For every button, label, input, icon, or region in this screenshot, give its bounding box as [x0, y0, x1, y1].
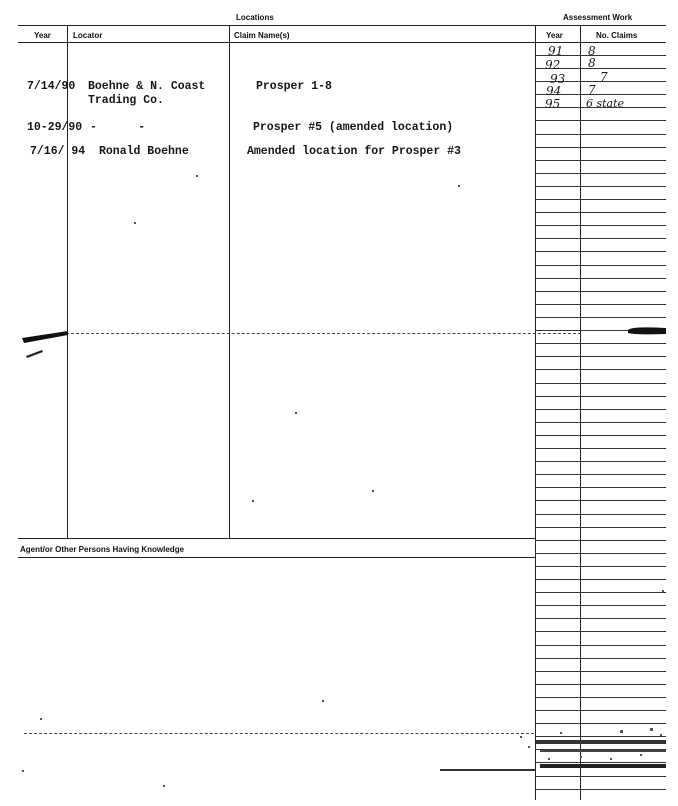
mid-dashed-rule — [66, 333, 581, 334]
assessment-row-line — [535, 369, 666, 370]
location-2-claim: Prosper #5 (amended location) — [253, 121, 454, 134]
assessment-row-line — [535, 422, 666, 423]
assessment-1-claims: 8 — [588, 44, 596, 58]
assessment-row-line — [535, 225, 666, 226]
assessment-row-line — [535, 527, 666, 528]
assessment-row-line — [535, 278, 666, 279]
assessment-row-line — [535, 618, 666, 619]
assessment-row-line — [535, 265, 666, 266]
assessment-row-line — [535, 592, 666, 593]
assessment-row-line — [535, 631, 666, 632]
assessment-row-line — [535, 147, 666, 148]
assessment-row-line — [535, 579, 666, 580]
location-3-locator: Ronald Boehne — [99, 145, 189, 158]
scan-mark-right — [626, 325, 668, 337]
claim-names-column-header: Claim Name(s) — [234, 31, 290, 40]
year-column-header: Year — [34, 31, 51, 40]
location-2-year: 10-29/90 — [27, 121, 83, 134]
assessment-row-line — [535, 710, 666, 711]
speck — [295, 412, 297, 414]
assessment-row-line — [535, 540, 666, 541]
locations-heading: Locations — [236, 13, 274, 22]
locations-bottom-rule — [18, 538, 536, 539]
assessment-2-claims: 8 — [588, 56, 596, 70]
scan-mark-left — [20, 326, 72, 362]
assessment-row-line — [535, 291, 666, 292]
assessment-5-claims: 6 state — [586, 97, 625, 110]
assessment-row-line — [535, 474, 666, 475]
assessment-row-line — [535, 684, 666, 685]
year-locator-divider — [67, 25, 68, 538]
assessment-row-line — [535, 658, 666, 659]
assessment-row-line — [535, 514, 666, 515]
assessment-4-year: 94 — [546, 84, 562, 98]
assessment-row-line — [535, 435, 666, 436]
location-3-year: 7/16/ 94 — [30, 145, 86, 158]
no-claims-column-header: No. Claims — [596, 31, 638, 40]
speck — [40, 718, 42, 720]
assessment-row-line — [535, 789, 666, 790]
assessment-row-line — [535, 697, 666, 698]
assessment-row-line — [535, 317, 666, 318]
assessment-2-year: 92 — [545, 58, 561, 72]
assessment-row-line — [535, 671, 666, 672]
assessment-row-line — [535, 134, 666, 135]
location-1-year: 7/14/90 — [27, 80, 76, 93]
assessment-row-line — [535, 605, 666, 606]
assessment-year-column-header: Year — [546, 31, 563, 40]
assessment-3-year: 93 — [550, 72, 566, 86]
assessment-row-line — [535, 553, 666, 554]
speck — [662, 590, 664, 592]
assessment-1-year: 91 — [548, 44, 564, 58]
speck — [458, 185, 460, 187]
speck — [372, 490, 374, 492]
header-rule — [18, 42, 666, 43]
assessment-row-line — [535, 645, 666, 646]
assessment-row-line — [535, 566, 666, 567]
speck — [134, 222, 136, 224]
assessment-row-line — [535, 304, 666, 305]
assessment-row-line — [535, 199, 666, 200]
assessment-row-line — [535, 461, 666, 462]
location-2-locator: - - — [90, 121, 146, 134]
assessment-row-line — [535, 487, 666, 488]
agent-section-label: Agent/or Other Persons Having Knowledge — [20, 545, 185, 554]
location-1-locator: Boehne & N. Coast — [88, 80, 206, 93]
location-3-claim: Amended location for Prosper #3 — [247, 145, 461, 158]
bottom-dashed-rule-1 — [24, 733, 534, 734]
location-1-claim: Prosper 1-8 — [256, 80, 332, 93]
assessment-row-line — [535, 500, 666, 501]
speck — [322, 700, 324, 702]
assessment-row-line — [535, 383, 666, 384]
assessment-row-line — [535, 173, 666, 174]
assessment-4-claims: 7 — [588, 83, 596, 97]
assessment-work-heading: Assessment Work — [563, 13, 633, 22]
assessment-row-line — [535, 120, 666, 121]
assessment-row-line — [535, 186, 666, 187]
speck — [252, 500, 254, 502]
agent-rule — [18, 557, 536, 558]
assessment-5-year: 95 — [545, 97, 561, 111]
assessment-row-line — [535, 251, 666, 252]
top-rule — [18, 25, 666, 26]
assessment-row-line — [535, 238, 666, 239]
speck — [22, 770, 24, 772]
assessment-row-line — [535, 343, 666, 344]
locator-column-header: Locator — [73, 31, 103, 40]
scan-noise-lower-right — [520, 718, 672, 778]
location-1-locator-line2: Trading Co. — [88, 94, 164, 107]
assessment-row-line — [535, 448, 666, 449]
locator-claims-divider — [229, 25, 230, 538]
speck — [196, 175, 198, 177]
assessment-row-line — [535, 396, 666, 397]
assessment-row-line — [535, 409, 666, 410]
assessment-row-line — [535, 212, 666, 213]
assessment-row-line — [535, 356, 666, 357]
assessment-3-claims: 7 — [600, 70, 608, 84]
speck — [163, 785, 165, 787]
assessment-row-line — [535, 160, 666, 161]
